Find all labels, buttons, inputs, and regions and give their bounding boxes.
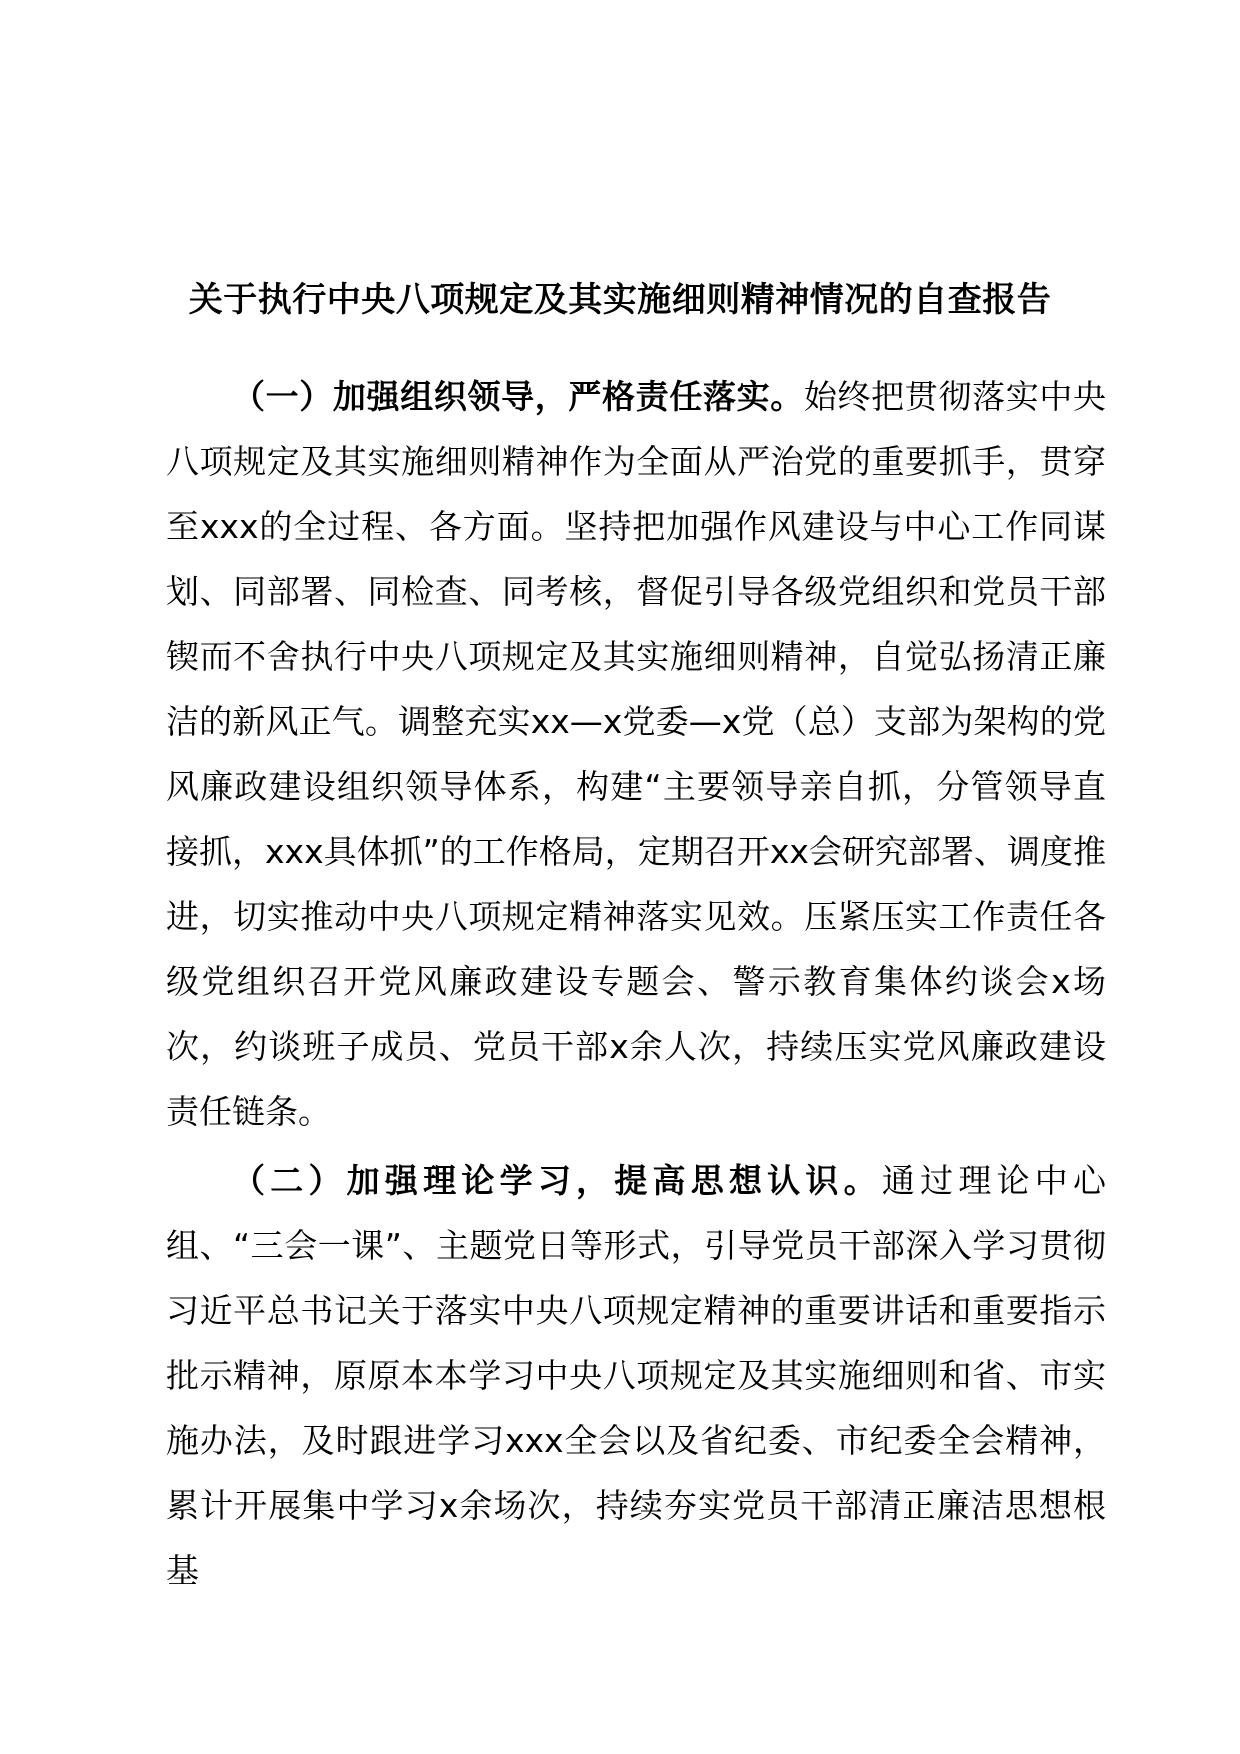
- section-1-paragraph: [166, 364, 1106, 1144]
- section-1-heading: （一）加强组织领导，严格责任落实。: [232, 377, 804, 416]
- section-2-heading: （二）加强理论学习，提高思想认识。: [232, 1161, 882, 1200]
- section-2-paragraph: [166, 1148, 1106, 1603]
- section-2-body: 通过理论中心组、“三会一课”、主题党日等形式，引导党员干部深入学习贯彻习近平总书记关于落实中央八项规定精神的重要讲话和重要指示批示精神，原原本本学习中央八项规定及其实施细则和省、市实施办法，及时跟进学习xxx全会以及省纪委、市纪委全会精神，累计开展集中学习x余场次，持续夯实党员干部清正廉洁思想根基: [166, 1161, 1107, 1590]
- section-2: [166, 1148, 1106, 1603]
- section-1-body: 始终把贯彻落实中央八项规定及其实施细则精神作为全面从严治党的重要抓手，贯穿至xxx的全过程、各方面。坚持把加强作风建设与中心工作同谋划、同部署、同检查、同考核，督促引导各级党组织和党员干部锲而不舍执行中央八项规定及其实施细则精神，自觉弘扬清正廉洁的新风正气。调整充实xx—x党委—x党（总）支部为架构的党风廉政建设组织领导体系，构建“主要领导亲自抓，分管领导直接抓，xxx具体抓”的工作格局，定期召开xx会研究部署、调度推进，切实推动中央八项规定精神落实见效。压紧压实工作责任各级党组织召开党风廉政建设专题会、警示教育集体约谈会x场次，约谈班子成员、党员干部x余人次，持续压实党风廉政建设责任链条。: [166, 377, 1107, 1131]
- document-title: 关于执行中央八项规定及其实施细则精神情况的自查报告: [188, 280, 1052, 320]
- section-1: [166, 364, 1106, 1144]
